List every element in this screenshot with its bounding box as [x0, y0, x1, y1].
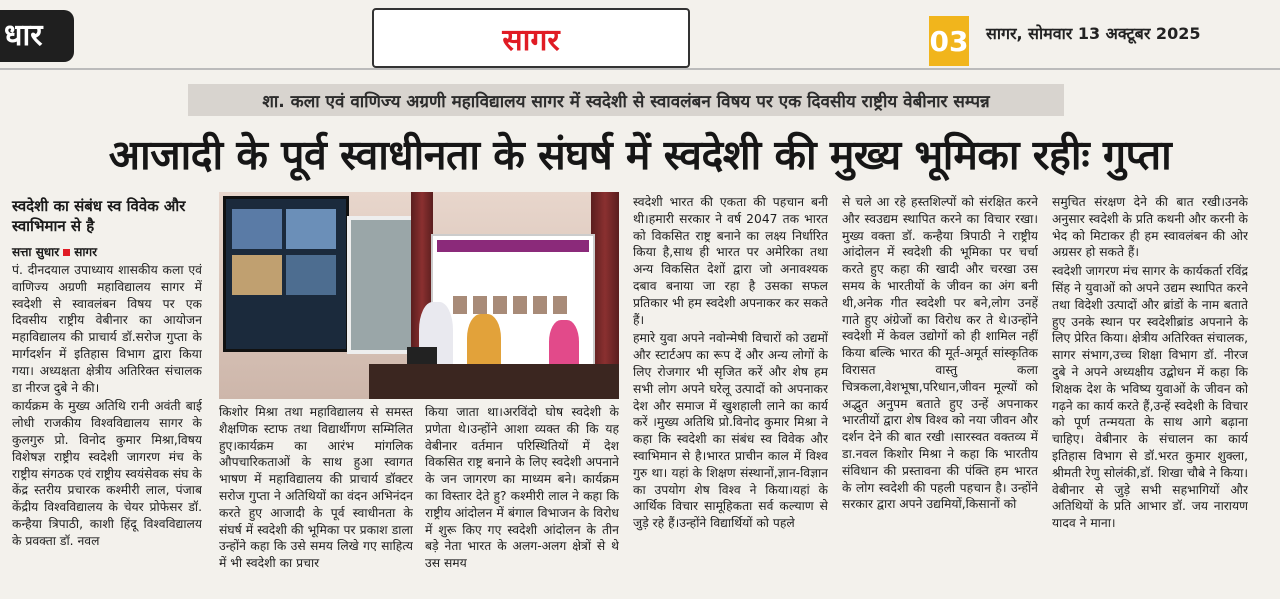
subhead: स्वदेशी का संबंध स्व विवेक और स्वाभिमान से है — [12, 197, 186, 235]
article-column-6 — [1052, 194, 1248, 592]
header-rule — [0, 68, 1280, 70]
page-number: 03 — [929, 16, 969, 66]
dateline: सागर, सोमवार 13 अक्टूबर 2025 — [986, 24, 1201, 43]
video-screen-icon — [223, 196, 349, 352]
strap-headline: शा. कला एवं वाणिज्य अग्रणी महाविद्यालय सागर में स्वदेशी से स्वावलंबन विषय पर एक दिवसीय राष्ट्रीय वेबीनार सम्पन्न — [188, 84, 1064, 116]
paragraph: स्वदेशी जागरण मंच सागर के कार्यकर्ता रविंद्र सिंह ने युवाओं को अपने उद्यम स्थापित करने तथा विदेशी उत्पादों और ब्रांडों के नाम बताते हुए उनके स्थान पर स्वदेशीब्रांड अपनाने के लिए प्रेरित किया। क्षेत्रीय अतिरिक्त संचालक, सागर संभाग,उच्च शिक्षा विभाग डॉ. नीरज दुबे ने अपने अध्यक्षीय उद्बोधन में कहा कि शिक्षक देश के भविष्य युवाओं के जीवन को गढ़ने का कार्य करते हैं,उन्हें स्वदेशी के विचार को पूर्ण तन्मयता के साथ आगे बढ़ाना चाहिए। वेबीनार के संचालन का कार्य इतिहास विभाग से डॉ.भरत कुमार शुक्ला, श्रीमती रेणु सोलंकी,डॉ. शिखा चौबे ने किया।वेबीनार से जुड़े सभी सहभागियों और अतिथियों के प्रति आभार डॉ. जय नारायण यादव ने माना। — [1052, 264, 1248, 531]
paragraph: समुचित संरक्षण देने की बात रखी।उनके अनुसार स्वदेशी के प्रति कथनी और करनी के भेद को मिटाकर ही हम स्वावलंबन की ओर अग्रसर हो सकते हैं। — [1052, 195, 1248, 260]
paragraph: हमारे युवा अपने नवोन्मेषी विचारों को उद्यमों और स्टार्टअप का रूप दें और अन्य लोगों के लिए रोजगार भी सृजित करें और शेष हम सभी लोग अपने घरेलू उत्पादों को अपनाकर देश और समाज में खुशहाली लाने का कार्य करें ।मुख्य अतिथि प्रो.विनोद कुमार मिश्रा ने कहा कि स्वदेशी का संबंध स्व विवेक और स्वाभिमान से है।भारत प्राचीन काल में विश्व गुरु था। यहां के शिक्षण संस्थानों,ज्ञान-विज्ञान का उपयोग शेष विश्व ने किया।यहां के आर्थिक विचार सामूहिकता सर्व कल्याण से जुड़े रहे हैं।उन्होंने विद्यार्थियों को पहले — [633, 331, 828, 531]
event-photo — [219, 192, 619, 399]
article-column-1 — [12, 262, 202, 592]
article-column-2 — [219, 404, 413, 592]
section-title: सागर — [372, 8, 690, 68]
byline-name: सत्ता सुधार — [12, 245, 60, 259]
paragraph: किशोर मिश्रा तथा महाविद्यालय से समस्त शैक्षणिक स्टाफ तथा विद्यार्थीगण सम्मिलित हुए।कार्यक्रम का आरंभ मांगलिक औपचारिकताओं के साथ हुआ स्वागत भाषण में महाविद्यालय की प्राचार्य डॉक्टर सरोज गुप्ता ने अतिथियों का वंदन अभिनंदन करते हुए आजादी के पूर्व स्वाधीनता के संघर्ष में स्वदेशी की भूमिका पर प्रकाश डाला उन्होंने कहा कि उसे समय लिखे गए साहित्य में भी स्वदेशी का प्रचार — [219, 405, 413, 571]
paragraph: स्वदेशी भारत की एकता की पहचान बनी थी।हमारी सरकार ने वर्ष 2047 तक भारत को विकसित राष्ट्र बनाने का लक्ष्य निर्धारित किया है,साथ ही भारत पर अमेरिका तथा अन्य विकसित देशों द्वारा जो अनावश्यक दबाव बनाया जा रहा है उसका सफल प्रतिकार भी हम स्वदेशी अपनाकर कर सकते हैं। — [633, 195, 828, 327]
main-headline: आजादी के पूर्व स्वाधीनता के संघर्ष में स्वदेशी की मुख्य भूमिका रहीः गुप्ता — [108, 131, 1172, 179]
paragraph: किया जाता था।अरविंदो घोष स्वदेशी के प्रणेता थे।उन्होंने आशा व्यक्त की कि यह वेबीनार वर्तमान परिस्थितियों में देश विकसित राष्ट्र बनाने के लिए स्वदेशी अपनाने के जन जागरण का माध्यम बने। कार्यक्रम का विस्तार देते हु? कश्मीरी लाल ने कहा कि राष्ट्रीय आंदोलन में बंगाल विभाजन के विरोध में शुरू किए गए स्वदेशी आंदोलन के तीन बड़े नेता भारत के अलग-अलग क्षेत्रों से थे उस समय — [425, 405, 619, 571]
article-column-5 — [842, 194, 1038, 592]
article-column-4 — [633, 194, 828, 592]
paragraph: से चले आ रहे हस्तशिल्पों को संरक्षित करने और स्वउद्यम स्थापित करने का विचार रखा।मुख्य वक्ता डॉ. कन्हैया त्रिपाठी ने राष्ट्रीय आंदोलन में स्वदेशी की भूमिका पर चर्चा करते हुए कहा की खादी और चरखा उस समय के भारतीयों के जीवन का अंग बनी थी,अनेक गीत स्वदेशी पर बने,लोग उनहें गाते हुए अंग्रेजों का विरोध कर ते थे।उन्होंने स्वदेशी में केवल उद्योगों को ही शामिल नहीं किया बल्कि भारत की मूर्त-अमूर्त सांस्कृतिक विरासत वास्तु कला चित्रकला,वेशभूषा,परिधान,जीवन मूल्यों को अद्भुत अनुपम बताते हुए उन्हें अपनाकर भारतीयों द्वारा शेष विश्व को नया जीवन और दर्शन देने की बात रखी ।सारस्वत वक्तव्य में डा.नवल किशोर मिश्रा ने कहा कि भारतीय संविधान की प्रस्तावना की पंक्ति हम भारत के लोग स्वदेशी की पहली पहचान है। उन्होंने सरकार द्वारा अपने उद्यमियों,किसानों को — [842, 195, 1038, 512]
article-column-3 — [425, 404, 619, 592]
byline-place: सागर — [74, 245, 98, 259]
paragraph: पं. दीनदयाल उपाध्याय शासकीय कला एवं वाणिज्य अग्रणी महाविद्यालय सागर में स्वदेशी से स्वावलंबन विषय पर एक दिवसीय राष्ट्रीय वेबीनार का आयोजन महाविद्यालय की प्राचार्य डॉ.सरोज गुप्ता के मार्गदर्शन में इतिहास विभाग द्वारा किया गया। अध्यक्षता क्षेत्रीय अतिरिक्त संचालक डा नीरज दुबे ने की। — [12, 263, 202, 395]
masthead-left: धार — [0, 10, 74, 62]
byline — [12, 243, 97, 260]
byline-square-icon — [63, 249, 70, 256]
paragraph: कार्यक्रम के मुख्य अतिथि रानी अवंती बाई लोधी राजकीय विश्वविद्यालय सागर के कुलगुरु प्रो. विनोद कुमार मिश्रा,विषय विशेषज्ञ राष्ट्रीय स्वदेशी जागरण मंच के राष्ट्रीय संगठक एवं राष्ट्रीय स्वयंसेवक संघ के केंद्र स्तरीय प्रचारक कश्मीरी लाल, पंजाब केंद्रीय विश्वविद्यालय के चेयर प्रोफेसर डॉ. कन्हैया त्रिपाठी, काशी हिंदू विश्वविद्यालय के प्रवक्ता डॉ. नवल — [12, 399, 202, 548]
